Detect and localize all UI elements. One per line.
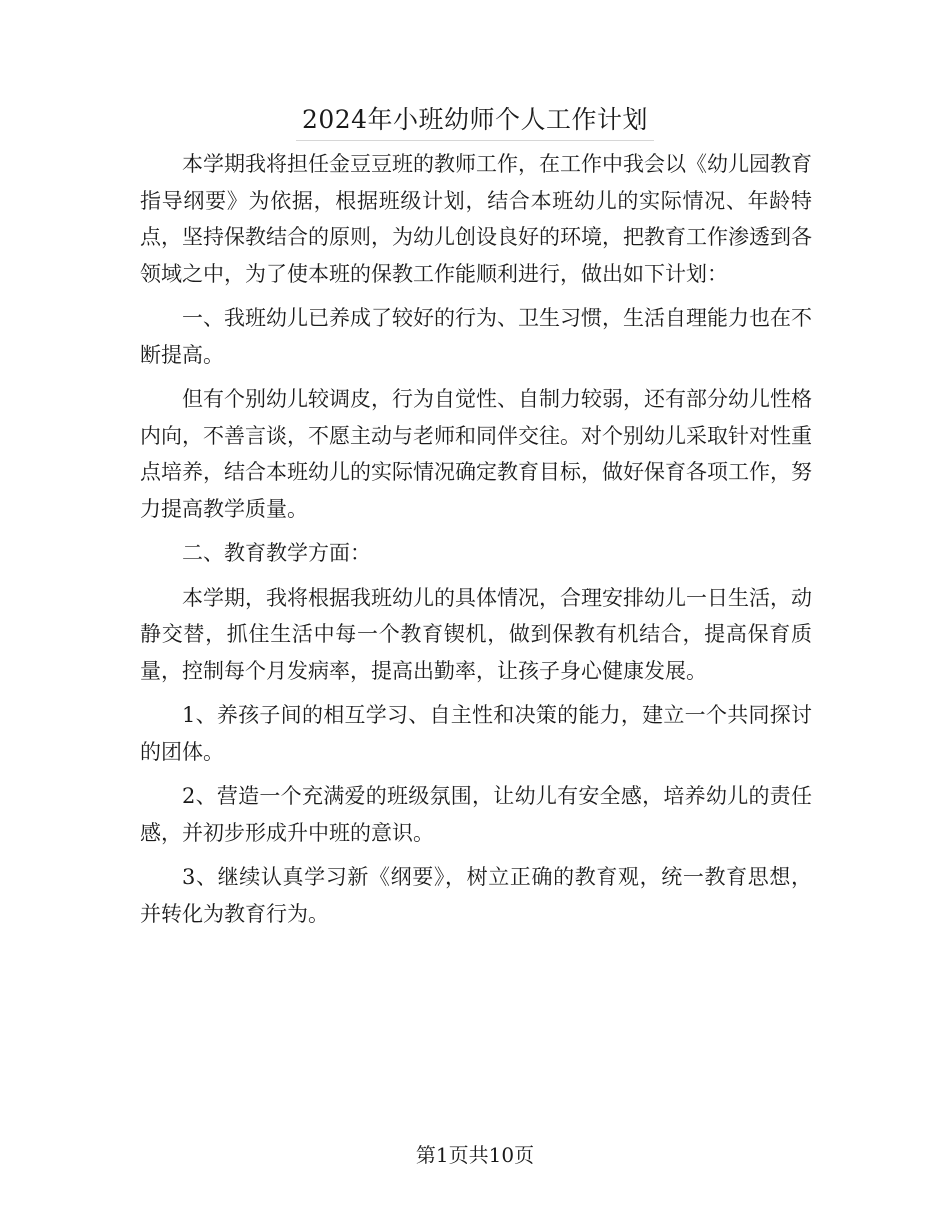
paragraph-intro: 本学期我将担任金豆豆班的教师工作，在工作中我会以《幼儿园教育指导纲要》为依据，根据班级计划，结合本班幼儿的实际情况、年龄特点，坚持保教结合的原则，为幼儿创设良好的环境，把教育工作渗透到各领域之中，为了使本班的保教工作能顺利进行，做出如下计划： [140,152,812,286]
paragraph-item-2: 2、营造一个充满爱的班级氛围，让幼儿有安全感，培养幼儿的责任感，并初步形成升中班的意识。 [140,784,812,845]
title-wrap [0,100,950,141]
paragraph-item-3: 3、继续认真学习新《纲要》，树立正确的教育观，统一教育思想，并转化为教育行为。 [140,865,812,926]
document-title: 2024年小班幼师个人工作计划 [296,100,654,141]
paragraph-section-2-heading: 二、教育教学方面： [182,541,371,565]
page-footer: 第1页共10页 [415,1143,535,1167]
paragraph-section-2-detail: 本学期，我将根据我班幼儿的具体情况，合理安排幼儿一日生活，动静交替，抓住生活中每一个教育锲机，做到保教有机结合，提高保育质量，控制每个月发病率，提高出勤率，让孩子身心健康发展。 [140,585,812,683]
document-body [140,146,812,940]
paragraph-item-1: 1、养孩子间的相互学习、自主性和决策的能力，建立一个共同探讨的团体。 [140,703,812,764]
paragraph-section-1: 一、我班幼儿已养成了较好的行为、卫生习惯，生活自理能力也在不断提高。 [140,306,812,367]
paragraph-section-1-detail: 但有个别幼儿较调皮，行为自觉性、自制力较弱，还有部分幼儿性格内向，不善言谈，不愿主动与老师和同伴交往。对个别幼儿采取针对性重点培养，结合本班幼儿的实际情况确定教育目标，做好保育各项工作，努力提高教学质量。 [140,387,812,521]
